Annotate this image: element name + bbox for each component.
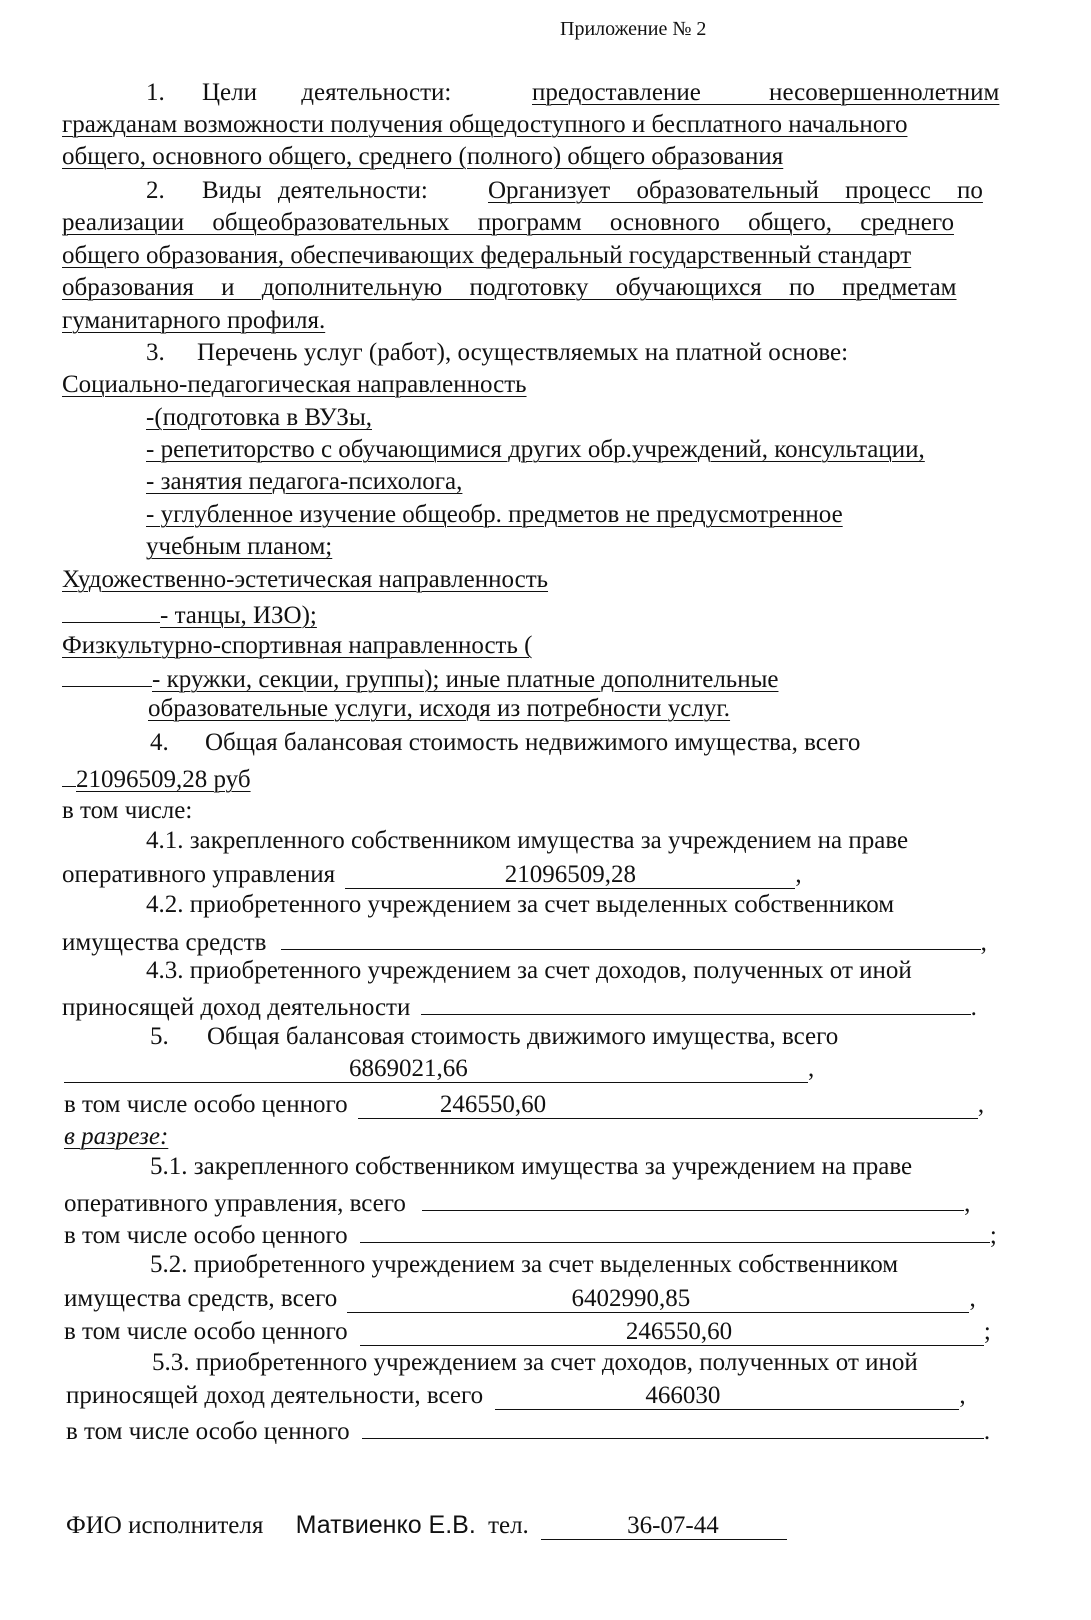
item-4-1-line-a: 4.1. закрепленного собственником имущества за учреждением на праве xyxy=(146,827,909,854)
blank-line xyxy=(62,662,152,687)
item-5-2-valuable-value: 246550,60 xyxy=(625,1318,733,1345)
footer-tel-field xyxy=(541,1513,787,1540)
service-item-6-line xyxy=(62,662,778,695)
item-5-3-line-a: 5.3. приобретенного учреждением за счет доходов, полученных от иной xyxy=(152,1349,918,1376)
footer-executor-label: ФИО исполнителя xyxy=(66,1512,264,1539)
blank-line xyxy=(62,762,76,787)
item-5-3-label: приносящей доход деятельности, всего xyxy=(66,1382,484,1409)
item-4-2-line-b: имущества средств , xyxy=(62,925,987,958)
movable-total-value: 6869021,66 xyxy=(349,1055,468,1082)
section-2-label: Виды деятельности: xyxy=(202,177,428,204)
section-1-text-1: предоставление несовершеннолетним xyxy=(532,79,1000,106)
section-3-heading: Перечень услуг (работ), осуществляемых на платной основе: xyxy=(197,339,849,366)
item-5-3-line-c: в том числе особо ценного . xyxy=(66,1414,990,1447)
item-5-1-valuable-label: в том числе особо ценного xyxy=(64,1222,348,1249)
section-1-label: Цели деятельности: xyxy=(202,79,452,106)
direction-social: Социально-педагогическая направленность xyxy=(62,371,527,398)
section-1-text-3: общего, основного общего, среднего (полного) общего образования xyxy=(62,143,784,170)
item-5-2-valuable-label: в том числе особо ценного xyxy=(64,1318,348,1345)
item-5-2-line-c: в том числе особо ценного 246550,60 ; xyxy=(64,1318,991,1345)
section-4-including: в том числе: xyxy=(62,797,193,824)
section-1-number: 1. xyxy=(146,79,165,106)
item-4-3-blank xyxy=(421,990,971,1015)
item-5-1-line-b: оперативного управления, всего , xyxy=(64,1186,970,1219)
page-header: Приложение № 2 xyxy=(560,18,707,40)
service-item-3: - занятия педагога-психолога, xyxy=(146,468,463,495)
movable-total xyxy=(64,1056,808,1083)
item-4-3-line-a: 4.3. приобретенного учреждением за счет доходов, полученных от иной xyxy=(146,957,912,984)
item-4-3-label: приносящей доход деятельности xyxy=(62,994,411,1021)
service-item-1: -(подготовка в ВУЗы, xyxy=(146,404,372,431)
valuable-total xyxy=(358,1092,978,1119)
direction-art: Художественно-эстетическая направленность xyxy=(62,566,549,593)
direction-sport: Физкультурно-спортивная направленность ( xyxy=(62,632,533,659)
section-3-line-1 xyxy=(146,338,848,368)
service-item-2: - репетиторство с обучающимися других обр.учреждений, консультации, xyxy=(146,436,925,463)
item-5-1-label: оперативного управления, всего xyxy=(64,1190,406,1217)
real-estate-total: 21096509,28 руб xyxy=(76,766,251,793)
item-4-2-label: имущества средств xyxy=(62,929,267,956)
section-4-line-1 xyxy=(150,728,860,758)
item-5-2-line-a: 5.2. приобретенного учреждением за счет выделенных собственником xyxy=(150,1251,899,1278)
item-5-2-value: 6402990,85 xyxy=(571,1285,691,1312)
footer-tel-label: тел. xyxy=(488,1512,529,1539)
section-5-total-line: 6869021,66 , xyxy=(64,1054,814,1084)
item-5-1-line-a: 5.1. закрепленного собственником имущества за учреждением на праве xyxy=(150,1153,913,1180)
item-5-1-line-c: в том числе особо ценного ; xyxy=(64,1218,997,1251)
section-1-text-2: гражданам возможности получения общедоступного и бесплатного начального xyxy=(62,111,908,138)
item-5-1-blank xyxy=(422,1186,964,1211)
item-4-2-blank xyxy=(281,925,981,950)
item-5-2-valuable-field xyxy=(360,1319,984,1346)
section-2-text-3: общего образования, обеспечивающих федеральный государственный стандарт xyxy=(62,242,912,269)
section-5-razreze: в разрезе: xyxy=(64,1123,169,1150)
section-4-total-line xyxy=(62,762,251,795)
item-5-2-line-b: имущества средств, всего 6402990,85 , xyxy=(64,1285,976,1312)
service-item-4a: - углубленное изучение общеобр. предметов не предусмотренное xyxy=(146,501,843,528)
item-5-2-label: имущества средств, всего xyxy=(64,1285,338,1312)
item-4-3-line-b: приносящей доход деятельности . xyxy=(62,990,977,1023)
item-4-1-line-b: оперативного управления 21096509,28 , xyxy=(62,861,802,888)
section-2-number: 2. xyxy=(146,177,165,204)
section-3-number: 3. xyxy=(146,339,165,366)
valuable-label: в том числе особо ценного xyxy=(64,1091,348,1118)
item-5-3-value: 466030 xyxy=(645,1382,721,1409)
section-2-text-4: образования и дополнительную подготовку обучающихся по предметам xyxy=(62,274,957,301)
footer-executor-name: Матвиенко Е.В. xyxy=(295,1511,476,1539)
section-5-line-1 xyxy=(150,1022,838,1052)
section-4-heading: Общая балансовая стоимость недвижимого имущества, всего xyxy=(205,729,861,756)
section-2-text-1: Организует образовательный процесс по xyxy=(488,177,983,204)
item-4-2-line-a: 4.2. приобретенного учреждением за счет выделенных собственником xyxy=(146,891,895,918)
section-5-number: 5. xyxy=(150,1023,169,1050)
item-4-1-label: оперативного управления xyxy=(62,861,336,888)
blank-line xyxy=(62,598,160,623)
section-5-valuable-line: в том числе особо ценного 246550,60 , xyxy=(64,1091,985,1118)
service-item-5-line xyxy=(62,598,317,631)
service-item-5: - танцы, ИЗО); xyxy=(160,602,317,629)
item-5-2-field xyxy=(347,1286,969,1313)
section-2-text-5: гуманитарного профиля. xyxy=(62,307,326,334)
service-item-6: - кружки, секции, группы); иные платные дополнительные xyxy=(152,666,779,693)
item-4-1-value: 21096509,28 xyxy=(345,862,795,889)
item-5-3-field xyxy=(495,1383,959,1410)
item-5-3-valuable-label: в том числе особо ценного xyxy=(66,1418,350,1445)
service-item-7: образовательные услуги, исходя из потребности услуг. xyxy=(148,695,731,722)
section-2-text-2: реализации общеобразовательных программ основного общего, среднего xyxy=(62,209,954,236)
footer-line xyxy=(66,1510,787,1541)
item-5-1-valuable-blank xyxy=(360,1218,990,1243)
section-4-number: 4. xyxy=(150,729,169,756)
valuable-total-value: 246550,60 xyxy=(439,1091,547,1118)
item-5-3-line-b: приносящей доход деятельности, всего 466030 , xyxy=(66,1382,966,1409)
footer-tel-value: 36-07-44 xyxy=(627,1512,719,1539)
section-5-heading: Общая балансовая стоимость движимого имущества, всего xyxy=(207,1023,839,1050)
item-5-3-valuable-blank xyxy=(362,1414,984,1439)
service-item-4b: учебным планом; xyxy=(146,533,333,560)
